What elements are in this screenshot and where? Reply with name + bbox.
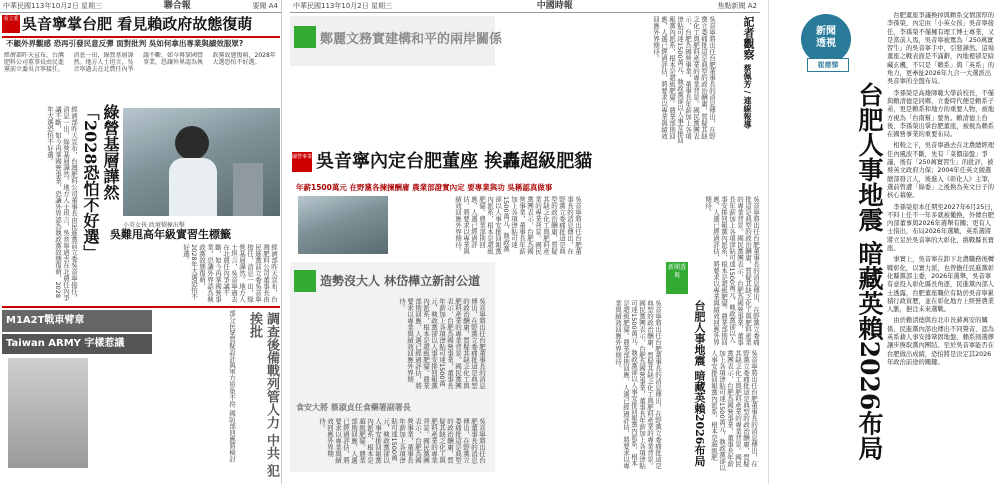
paragraph: 由於賴清德與台北市長蔣萬安的關係，民進黨內部也傳出不同聲音，認為英系藉人事安排鞏固地盤，賴系則選擇讓步換取黨內團結。至於吳音寧能否在台肥做出成績，恐怕將是決定其2026年政治前途的關鍵。: [887, 317, 995, 366]
person-head-shape: [175, 126, 209, 160]
vertical-article-text: 經濟部昨天宣布，台灣肥料公司董事長由民進黨前立委吳音寧接任，消息一出，綠營基層譁然。地方人士坦言，吳音寧過去在北農任內爭議不斷，如今再掌國營事業，恐讓外界認為執政黨故態復萌，2028年大選恐怕不好選。: [46, 106, 78, 301]
paragraph: 李孫榮是高雄師範大學前校長，不僅與賴清德是同鄉，立委時代便是賴系子弟，更是賴系和地方的重要人物，被地方視為「台南幫」要角。賴清德上台後，李孫榮出掌台肥董座，被視為賴系在國營事業的重要布局。: [887, 89, 995, 139]
masthead: 聯合報: [163, 1, 191, 11]
masthead: 中國時報: [536, 1, 573, 11]
page-header: [0, 0, 281, 13]
ad-side-text: 部分民眾質疑設計與軍方形象不符 國防部回應將檢討: [228, 310, 236, 462]
feature-body: [887, 12, 997, 474]
headline: 吳音寧掌台肥 看見賴政府故態復萌: [22, 15, 253, 33]
headline-badge: 看立委: [2, 15, 20, 33]
article-body: 經濟部昨天宣布，台灣肥料公司董事長由民進黨前立委吳音寧接任，消息一出，綠營基層譁然。地方人士坦言，吳音寧過去在北農任內爭議不斷，如今再掌國營事業，恐讓外界認為執政黨故態復萌，2028年大選恐怕不好選。: [4, 52, 276, 73]
side-label: 新聞透視: [666, 262, 688, 294]
side-box-icon: [294, 270, 316, 292]
section-label-badge: [801, 14, 851, 64]
news-photo: [123, 108, 280, 216]
page-date: 中華民國113年10月2日 星期三: [3, 2, 102, 10]
column-label: [720, 16, 756, 156]
page-header: [290, 0, 760, 13]
column-text: 吳音寧將出任台肥董事長的消息傳出，在野黨立委痛批這是典型的政治酬庸，質疑其缺乏化工與肥料產業的專業背景。國民黨團表示，台肥為國營事業，董事長年薪加上各項津貼可達1500萬元，執政黨卻以人事安排回報黨內派系，根本是超級肥貓。農業部則回應，人選已經過評估，將要求以專業與績效回應外界期待。: [652, 16, 716, 144]
side-box2-title: 食安大將 蔡淑貞任食藥署副署長: [296, 403, 411, 412]
paragraph: 李孫榮原本任期至2027年6月25日，不料上任不一年多就被撤換，外傳台肥內部董事與2026年選舉有關；更有人士指出，布局2026年選戰，英系選將將立足於吳音寧的大彰化，挑戰縣長寶座。: [887, 203, 997, 253]
column-label-text: 記者觀察: [742, 16, 755, 60]
lead-title: 鄭麗文務實建構和平的兩岸關係: [320, 32, 503, 47]
newspaper-page-left: [0, 0, 282, 484]
vertical-article-text-2: 經濟部昨天宣布，台灣肥料公司董事長由民進黨前立委吳音寧接任，消息一出，綠營基層譁然。地方人士坦言，吳音寧過去在北農任內爭議不斷，如今再掌國營事業，恐讓外界認為執政黨故態復萌，2028年大選恐怕不好選。: [182, 244, 278, 303]
side-box-title: 造勢沒大人 林岱樺立新討公道: [320, 274, 481, 288]
side-box2-text: 吳音寧將出任台肥董事長的消息傳出，在野黨立委痛批這是典型的政治酬庸，質疑其缺乏化工與肥料產業的專業背景。國民黨團表示，台肥為國營事業，董事長年薪加上各項津貼可達1500萬元，執政黨卻以人事安排回報黨內派系，根本是超級肥貓。農業部則回應，人選已經過評估，將要求以專業與績效回應外界期待。: [318, 418, 486, 464]
side-article-text: 吳音寧將出任台肥董事長的消息傳出，在野黨立委痛批這是典型的政治酬庸，質疑其缺乏化工與肥料產業的專業背景。國民黨團表示，台肥為國營事業，董事長年薪加上各項津貼可達1500萬元，執政黨卻以人事安排回報黨內派系，根本是超級肥貓。農業部則回應，人選已經過評估，將要求以專業與績效回應外界期待。: [614, 300, 662, 469]
divider: [2, 306, 280, 308]
paragraph: 事實上，吳音寧在卸下北農職務後轉戰彰化，以實力派，也曾擔任民進黨彰化縣黨部主委，2026年選舉，吳音寧有意投入彰化縣長角逐，民進黨內部人士透露，台肥董座職位有助於吳音寧累積行政資歷，並在彰化地方上經營農業人脈，挹注未來選戰。: [887, 256, 995, 314]
side-headline: 台肥人事地震 暗藏英賴2026布局: [693, 300, 706, 467]
side-box-text: 吳音寧將出任台肥董事長的消息傳出，在野黨立委痛批這是典型的政治酬庸，質疑其缺乏化工與肥料產業的專業背景。國民黨團表示，台肥為國營事業，董事長年薪加上各項津貼可達1500萬元，執政黨卻以人事安排回報黨內派系，根本是超級肥貓。農業部則回應，人選已經過評估，將要求以專業與績效回應外界期待。: [398, 298, 486, 389]
article-text: 吳音寧將出任台肥董事長的消息傳出，在野黨立委痛批這是典型的政治酬庸，質疑其缺乏化工與肥料產業的專業背景。國民黨團表示，台肥為國營事業，董事長年薪加上各項津貼可達1500萬元，執政黨卻以人事安排回報黨內派系，根本是超級肥貓。農業部則回應，人選已經過評估，將要求以專業與績效回應外界期待。: [454, 196, 582, 255]
photo-caption: 小英女孩 政壇積極出擊: [123, 222, 185, 229]
ad-photo: [8, 358, 88, 468]
background-person-shape: [233, 163, 263, 216]
photo-subhead: 吳難甩高年級實習生標籤: [110, 228, 231, 241]
subhead: 年薪1500萬元 在野黨各揀揀酬庸 農業部證實內定 要專業與功 吳稱認真做事: [296, 183, 553, 192]
headline-row: [290, 148, 760, 178]
lead-box-icon: [294, 26, 316, 48]
column-author: 蔡佩芳 / 連線報導: [743, 63, 753, 129]
section-label: 焦點新聞 A2: [717, 2, 757, 10]
section-label: 要聞 A4: [252, 2, 278, 10]
headline: 吳音寧內定台肥董座 挨轟超級肥貓: [316, 151, 593, 172]
small-photo: [298, 196, 388, 254]
page-date: 中華民國113年10月2日 星期三: [293, 2, 392, 10]
side-title-line1: 綠營基層譁然: [101, 104, 120, 200]
paragraph: 相較之下，吳音寧過去在北農總經理任內風波不斷，先有「菜價崩盤」爭議，後有「250萬實習生」的批評，被蔡英文政府力保；2004年任英文競選總部發言人，後進入《彰化人》主筆，選前曾遭「綠委」之後換為英文日子的核心幕僚。: [887, 142, 995, 200]
ad-subtitle: Taiwan ARMY 字樣惹議: [2, 334, 152, 354]
side-title-line2: 「2028恐怕不好選」: [81, 104, 100, 261]
side-article-text-2: 吳音寧將出任台肥董事長的消息傳出，在野黨立委痛批這是典型的政治酬庸，質疑其缺乏化工與肥料產業的專業背景。國民黨團表示，台肥為國營事業，董事長年薪加上各項津貼可達1500萬元，執政黨卻以人事安排回報黨內派系，根本是超級肥: [710, 350, 758, 471]
newspaper-page-right: [768, 0, 1000, 484]
article-text-right: 吳音寧將出任台肥董事長的消息傳出，在野黨立委痛批這是典型的政治酬庸，質疑其缺乏化工與肥料產業的專業背景。國民黨團表示，台肥為國營事業，董事長年薪加上各項津貼可達1500萬元，執政黨卻以人事安排回報黨內派系，根本是超級肥貓。農業部則回應，人選已經過評估，將要求以專業與績效回應外界期待。: [704, 196, 760, 346]
person-body-shape: [169, 158, 217, 216]
section-label-line1: 新聞: [816, 26, 836, 37]
newspaper-page-middle: [290, 0, 760, 484]
author-name: 崔慈悌: [807, 58, 849, 72]
paragraph: 台肥董座爭議換掉與賴系交情深厚的李孫榮，內定由「小英女孩」吳音寧接任，李孫榮不僅擁有理工博士專業，又是當前人馬，吳音寧被罵為「250萬實習生」的吳音寧手中，引發譁然。這場董座之戰表面是不滿辭，內地裡卻是暗藏玄機，不只是「賴系」與「英系」的角力，更牽扯2026年九合一大選派出吳音寧的全盤布局。: [887, 12, 995, 86]
lead-box: [290, 16, 503, 66]
subhead: 不顧外界觀感 恐再引發民意反彈 面對批判 吳如何拿出專業與績效服眾?: [6, 39, 244, 48]
side-box: [290, 262, 495, 472]
section-label-line2: 透視: [816, 38, 836, 49]
headline-badge: 國營事業: [292, 152, 312, 172]
feature-headline: 台肥人事地震 暗藏英賴2026布局: [855, 82, 884, 461]
ad-title: M1A2T戰車臂章: [2, 310, 152, 332]
bottom-vertical-headline: 調查後備戰列管人力 中共 犯 挨批: [247, 312, 279, 478]
